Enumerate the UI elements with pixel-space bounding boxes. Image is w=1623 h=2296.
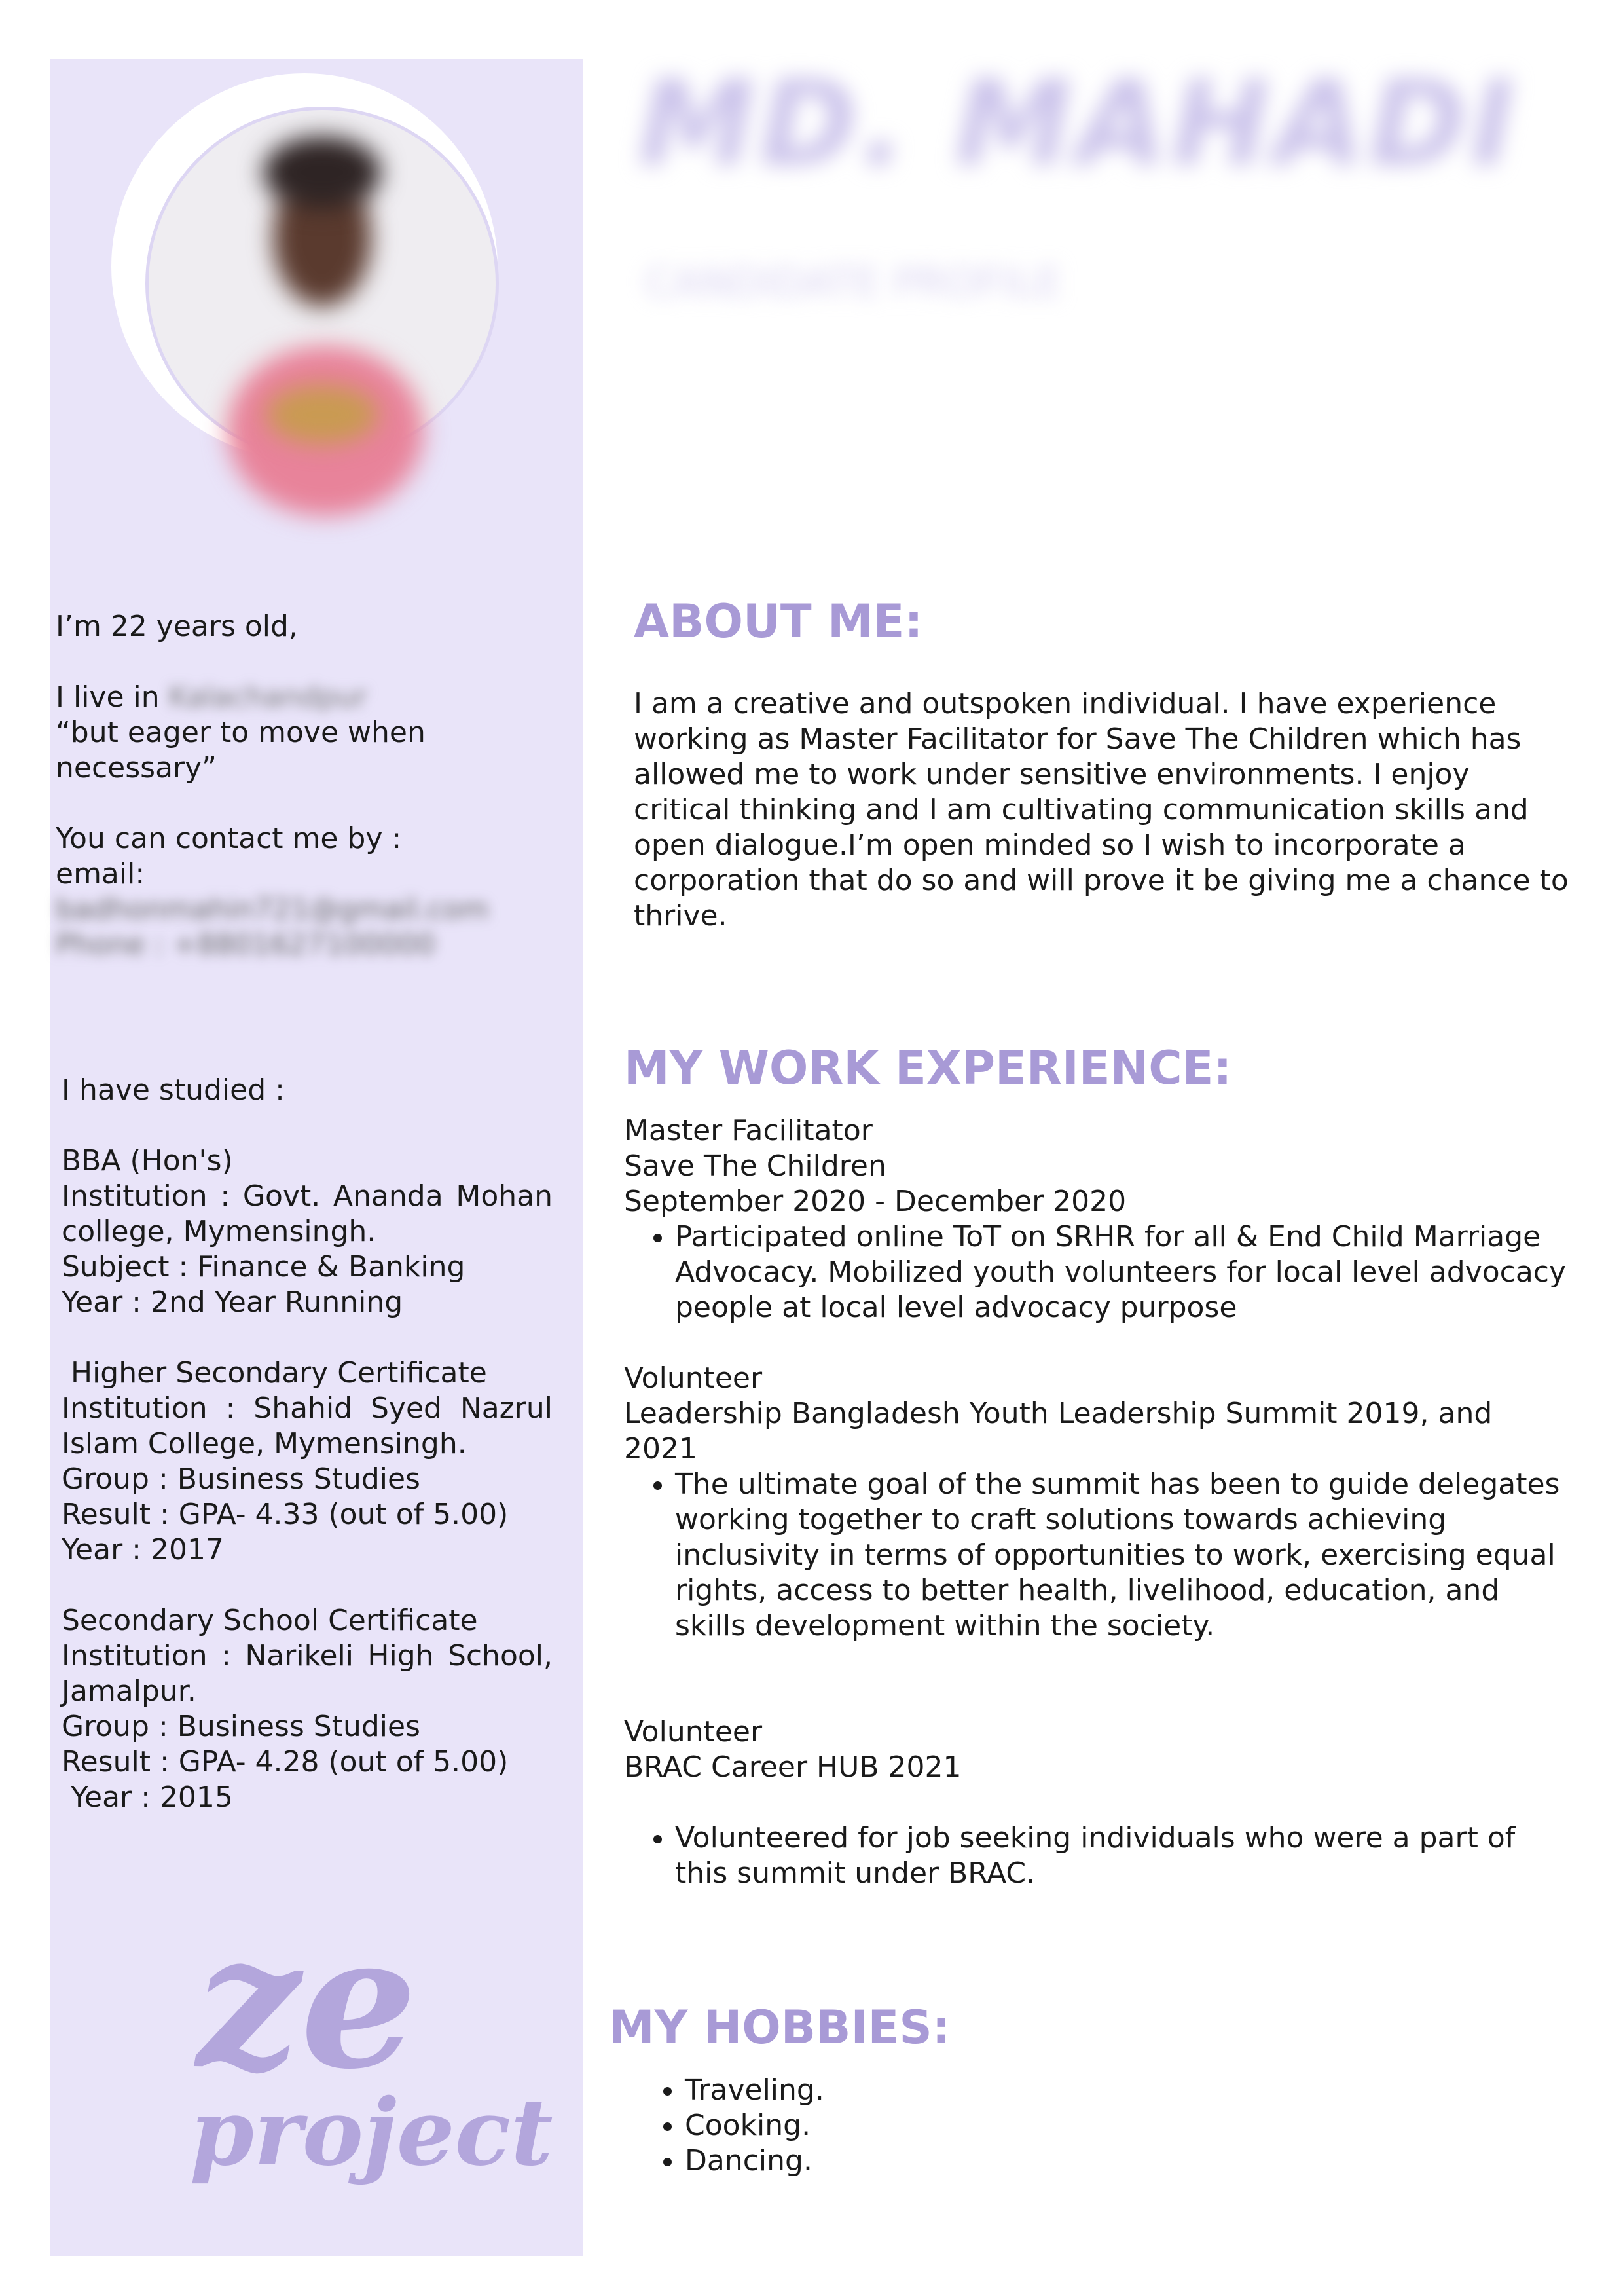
- phone-value[interactable]: Phone : +8801627100000: [56, 928, 435, 961]
- job-bullet: • The ultimate goal of the summit has been to guide delegates working together to craft solutions towards achieving inclusivity in terms of opportunities to work, exercising equal rights, access to better health, livelihood, education, and skills development within the society.: [675, 1467, 1567, 1644]
- edu-line: Institution : Shahid Syed Nazrul Islam College, Mymensingh.: [62, 1392, 553, 1460]
- contact-intro: You can contact me by :: [56, 822, 402, 855]
- hobbies-list: [634, 2073, 1158, 2179]
- job-role: Volunteer: [624, 1715, 763, 1749]
- edu-line: Result : GPA- 4.28 (out of 5.00): [62, 1745, 509, 1779]
- about-heading: ABOUT ME:: [634, 595, 923, 648]
- hobby-item: • Cooking.: [685, 2108, 1158, 2143]
- edu-line: Institution : Govt. Ananda Mohan college, Mymensingh.: [62, 1179, 553, 1248]
- job-org: BRAC Career HUB 2021: [624, 1750, 962, 1784]
- about-paragraph: I am a creative and outspoken individual. I have experience working as Master Facilitator for Save The Children which has allowed me to work under sensitive environments. I enjoy critical thinking and I am cultivating communication skills and open dialogue.I’m open minded so I wish to incorporate a corporation that do so and will prove it be giving me a chance to thrive.: [634, 687, 1569, 933]
- profile-photo: [149, 110, 496, 457]
- hobby-item: • Dancing.: [685, 2143, 1158, 2179]
- work-list: [624, 1113, 1567, 1891]
- job-bullet: • Participated online ToT on SRHR for all & End Child Marriage Advocacy. Mobilized youth volunteers for local level advocacy people at local level advocacy purpose: [675, 1219, 1567, 1325]
- edu-title: BBA (Hon's): [62, 1144, 233, 1177]
- edu-line: Group : Business Studies: [62, 1462, 420, 1496]
- edu-line: Year : 2017: [62, 1533, 224, 1566]
- edu-title: Higher Secondary Certificate: [62, 1356, 487, 1390]
- job-role: Master Facilitator: [624, 1114, 873, 1147]
- candidate-name: MD. MAHADI: [638, 56, 1519, 193]
- email-label: email:: [56, 857, 145, 891]
- ze-project-logo: [177, 1895, 553, 2191]
- live-prefix: I live in: [56, 680, 160, 714]
- job-period: September 2020 - December 2020: [624, 1185, 1127, 1218]
- edu-line: Year : 2nd Year Running: [62, 1286, 403, 1319]
- job-org: Save The Children: [624, 1149, 886, 1183]
- studied-intro: I have studied :: [62, 1073, 285, 1107]
- education-section: [62, 1073, 553, 1815]
- email-value[interactable]: badhonmahin721@gmail.com: [56, 893, 489, 926]
- edu-line: Group : Business Studies: [62, 1710, 420, 1743]
- personal-info: [56, 609, 566, 963]
- edu-line: Year : 2015: [62, 1781, 233, 1814]
- hobby-item: • Traveling.: [685, 2073, 1158, 2108]
- job-bullet: • Volunteered for job seeking individuals who were a part of this summit under BRAC.: [675, 1821, 1567, 1891]
- edu-line: Institution : Narikeli High School, Jamalpur.: [62, 1639, 553, 1708]
- hobbies-heading: MY HOBBIES:: [609, 2001, 951, 2054]
- logo-text-top: ze: [196, 1895, 418, 2110]
- live-location: Kalachandpur: [168, 680, 367, 714]
- edu-title: Secondary School Certificate: [62, 1604, 478, 1637]
- job-org: Leadership Bangladesh Youth Leadership Summit 2019, and 2021: [624, 1397, 1493, 1466]
- logo-text-bottom: project: [190, 2079, 553, 2187]
- edu-line: Result : GPA- 4.33 (out of 5.00): [62, 1498, 509, 1531]
- job-role: Volunteer: [624, 1361, 763, 1395]
- move-quote: “but eager to move when necessary”: [56, 716, 426, 785]
- work-heading: MY WORK EXPERIENCE:: [624, 1041, 1232, 1095]
- about-text: [634, 686, 1570, 934]
- age-line: I’m 22 years old,: [56, 610, 298, 643]
- candidate-subtitle: CANDIDATE PROFILE: [645, 259, 1062, 306]
- edu-line: Subject : Finance & Banking: [62, 1250, 465, 1284]
